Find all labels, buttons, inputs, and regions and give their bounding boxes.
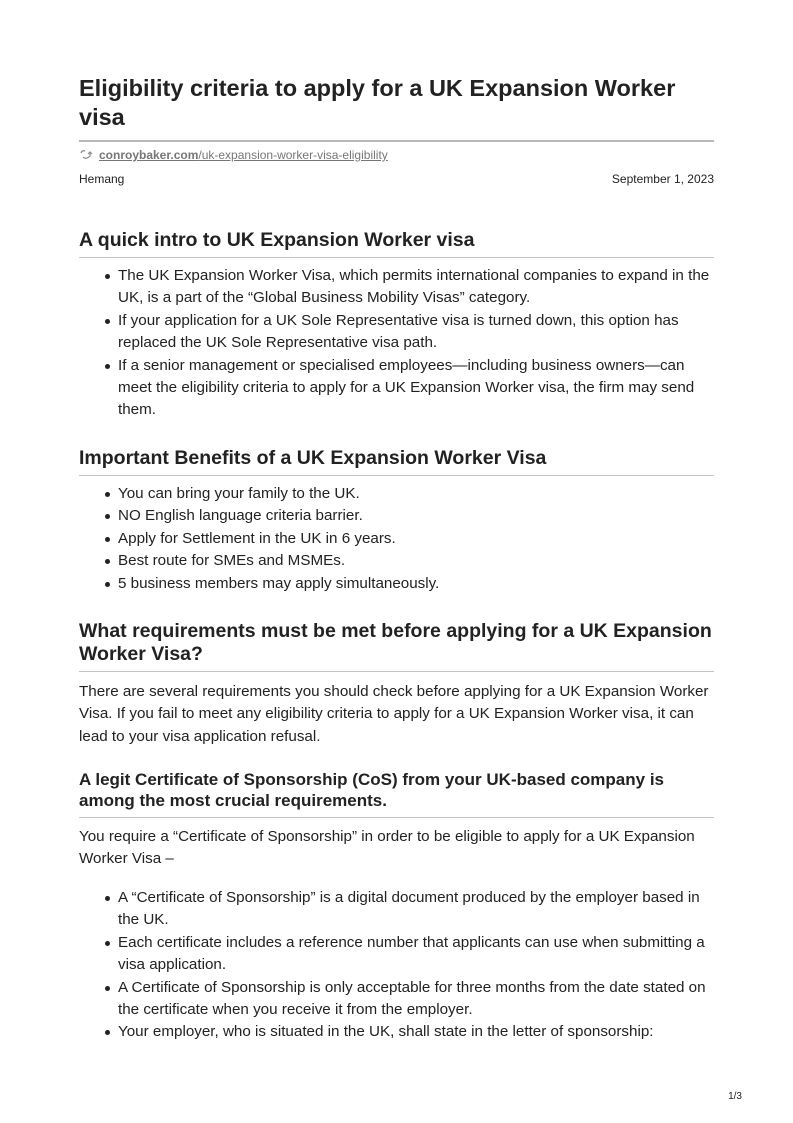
source-link[interactable]	[79, 148, 388, 162]
list-item: A Certificate of Sponsorship is only acceptable for three months from the date stated on the certificate when you receive it from the employer.	[118, 977, 714, 1022]
source-domain[interactable]: conroybaker.com	[99, 148, 199, 162]
page-title: Eligibility criteria to apply for a UK Expansion Worker visa	[79, 75, 676, 130]
cos-paragraph: You require a “Certificate of Sponsorship” in order to be eligible to apply for a UK Expansion Worker Visa –	[79, 828, 695, 868]
page-number: 1/3	[728, 1091, 742, 1102]
cos-list	[79, 887, 714, 1044]
list-item: If a senior management or specialised employees—including business owners—can meet the eligibility criteria to apply for a UK Expansion Worker visa, the firm may send them.	[118, 355, 714, 422]
author: Hemang	[79, 172, 125, 186]
list-item: Your employer, who is situated in the UK, shall state in the letter of sponsorship:	[118, 1021, 714, 1043]
list-item: If your application for a UK Sole Representative visa is turned down, this option has replaced the UK Sole Representative visa path.	[118, 310, 714, 355]
source-path[interactable]: /uk-expansion-worker-visa-eligibility	[198, 148, 388, 162]
list-item: You can bring your family to the UK.	[118, 483, 714, 505]
section-divider	[79, 475, 714, 476]
publish-date: September 1, 2023	[611, 172, 714, 186]
section-heading-intro: A quick intro to UK Expansion Worker visa	[79, 229, 475, 251]
list-item: The UK Expansion Worker Visa, which permits international companies to expand in the UK, is a part of the “Global Business Mobility Visas” category.	[118, 265, 714, 310]
title-divider	[79, 140, 714, 142]
list-item: 5 business members may apply simultaneously.	[118, 573, 714, 595]
benefits-list	[79, 483, 714, 595]
section-heading-requirements: What requirements must be met before applying for a UK Expansion Worker Visa?	[79, 620, 712, 665]
list-item: Each certificate includes a reference number that applicants can use when submitting a visa application.	[118, 932, 714, 977]
link-icon	[79, 149, 93, 161]
section-divider	[79, 817, 714, 818]
intro-list	[79, 265, 714, 422]
list-item: Best route for SMEs and MSMEs.	[118, 550, 714, 572]
section-heading-benefits: Important Benefits of a UK Expansion Worker Visa	[79, 447, 547, 469]
list-item: Apply for Settlement in the UK in 6 years.	[118, 528, 714, 550]
section-divider	[79, 671, 714, 672]
requirements-paragraph: There are several requirements you should check before applying for a UK Expansion Worker Visa. If you fail to meet any eligibility criteria to apply for a UK Expansion Worker visa, it can lead to your visa application refusal.	[79, 683, 709, 745]
section-divider	[79, 257, 714, 258]
list-item: A “Certificate of Sponsorship” is a digital document produced by the employer based in the UK.	[118, 887, 714, 932]
list-item: NO English language criteria barrier.	[118, 505, 714, 527]
byline	[79, 172, 714, 186]
section-heading-cos: A legit Certificate of Sponsorship (CoS) from your UK-based company is among the most crucial requirements.	[79, 770, 664, 810]
